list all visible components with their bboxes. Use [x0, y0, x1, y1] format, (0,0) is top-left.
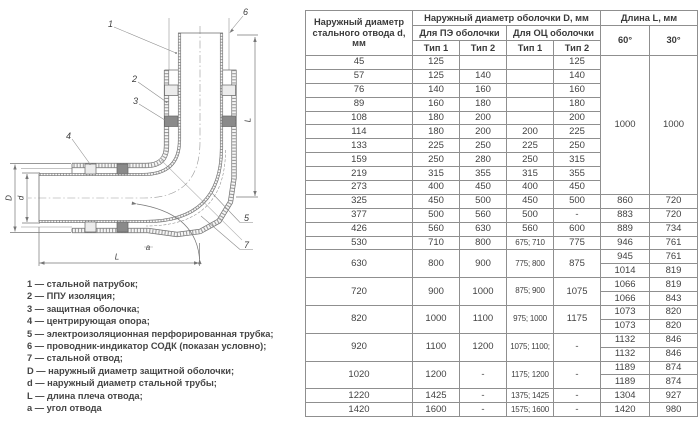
table-cell: 820 — [306, 306, 413, 334]
table-cell: 800 — [413, 250, 460, 278]
table-row — [306, 306, 698, 320]
table-cell: 819 — [650, 264, 698, 278]
header-oc-jacket: Для ОЦ оболочки — [507, 26, 601, 41]
table-row — [306, 403, 698, 417]
header-type2: Тип 2 — [460, 41, 507, 56]
table-cell: 1100 — [460, 306, 507, 334]
table-cell: 860 — [601, 194, 650, 208]
table-cell: 775; 800 — [507, 250, 554, 278]
table-cell: - — [554, 403, 601, 417]
table-cell: - — [554, 389, 601, 403]
legend-item: 6 — проводник-индикатор СОДК (показан условно); — [27, 341, 267, 352]
table-cell: 1189 — [601, 375, 650, 389]
table-cell: 250 — [554, 139, 601, 153]
table-header — [306, 11, 698, 56]
table-body — [306, 56, 698, 417]
table-cell: 160 — [554, 83, 601, 97]
table-cell: 180 — [554, 97, 601, 111]
header-30deg: 30° — [650, 26, 698, 56]
table-cell: 225 — [507, 139, 554, 153]
table-cell: 200 — [460, 125, 507, 139]
table-cell — [507, 69, 554, 83]
table-cell: 1100 — [413, 333, 460, 361]
part-label-1: 1 — [108, 19, 114, 29]
table-cell: 1066 — [601, 278, 650, 292]
table-cell: 945 — [601, 250, 650, 264]
table-cell: 125 — [413, 56, 460, 70]
table-row — [306, 222, 698, 236]
table-cell: 450 — [507, 194, 554, 208]
legend — [27, 278, 303, 414]
table-cell: 450 — [554, 181, 601, 195]
table-row — [306, 194, 698, 208]
table-cell: 200 — [554, 111, 601, 125]
legend-item: 3 — защитная оболочка; — [27, 303, 140, 314]
table-cell: 980 — [650, 403, 698, 417]
legend-item: D — наружный диаметр защитной оболочки; — [27, 365, 235, 376]
table-cell: - — [554, 208, 601, 222]
table-cell: - — [460, 403, 507, 417]
table-cell: 875; 900 — [507, 278, 554, 306]
jacket-wall — [72, 70, 167, 166]
table-cell: 1175 — [554, 306, 601, 334]
jacket-wall — [72, 70, 234, 235]
table-cell: 180 — [413, 111, 460, 125]
table-cell: 180 — [460, 97, 507, 111]
table-cell: 377 — [306, 208, 413, 222]
table-cell: 1425 — [413, 389, 460, 403]
dimensions-table — [305, 10, 698, 417]
table-cell: 450 — [460, 181, 507, 195]
table-cell: 1000 — [413, 306, 460, 334]
table-cell: 450 — [413, 194, 460, 208]
table-cell — [507, 111, 554, 125]
steel-pipe-wall — [39, 33, 180, 175]
table-cell: 600 — [554, 222, 601, 236]
table-cell: 114 — [306, 125, 413, 139]
legend-item: L — длина плеча отвода; — [27, 390, 143, 401]
table-cell — [460, 56, 507, 70]
part-label-6: 6 — [243, 7, 249, 17]
table-cell: 200 — [460, 111, 507, 125]
table-row — [306, 208, 698, 222]
centerline — [28, 26, 200, 198]
table-cell: 630 — [460, 222, 507, 236]
table-cell: 820 — [650, 319, 698, 333]
table-cell: 1132 — [601, 347, 650, 361]
table-cell: 946 — [601, 236, 650, 250]
table-cell: 125 — [554, 56, 601, 70]
table-row — [306, 333, 698, 347]
table-cell: 560 — [507, 222, 554, 236]
legend-item: d — наружный диаметр стальной трубы; — [27, 378, 217, 389]
table-cell: 355 — [460, 167, 507, 181]
table-cell: 250 — [507, 153, 554, 167]
table-cell: 400 — [507, 181, 554, 195]
table-cell: 160 — [413, 97, 460, 111]
table-cell: 1375; 1425 — [507, 389, 554, 403]
legend-item: 7 — стальной отвод; — [27, 353, 123, 364]
header-type2: Тип 2 — [554, 41, 601, 56]
table-cell — [507, 56, 554, 70]
legend-item: 4 — центрирующая опора; — [27, 316, 150, 327]
dimension-vertical-L — [236, 35, 258, 197]
table-cell: 1600 — [413, 403, 460, 417]
table-cell: 846 — [650, 347, 698, 361]
table-cell: 1420 — [306, 403, 413, 417]
table-cell: 889 — [601, 222, 650, 236]
table-cell: 1000 — [650, 56, 698, 195]
table-row — [306, 278, 698, 292]
table-cell: 920 — [306, 333, 413, 361]
table-cell: 1000 — [460, 278, 507, 306]
legend-item: 5 — электроизоляционная перфорированная трубка; — [27, 328, 274, 339]
header-jacket-diameter: Наружный диаметр оболочки D, мм — [413, 11, 601, 26]
part-label-7: 7 — [244, 240, 250, 250]
table-cell: 89 — [306, 97, 413, 111]
table-cell: 761 — [650, 250, 698, 264]
table-cell: 775 — [554, 236, 601, 250]
table-cell: 355 — [554, 167, 601, 181]
table-cell: 900 — [460, 250, 507, 278]
table-cell: 630 — [306, 250, 413, 278]
table-cell: 1575; 1600 — [507, 403, 554, 417]
table-cell: 530 — [306, 236, 413, 250]
table-cell: 874 — [650, 361, 698, 375]
table-cell: 1304 — [601, 389, 650, 403]
table-cell: 1000 — [601, 56, 650, 195]
table-cell: 273 — [306, 181, 413, 195]
table-cell: 140 — [460, 69, 507, 83]
table-cell: 500 — [554, 194, 601, 208]
table-cell: 1075; 1100; — [507, 333, 554, 361]
table-cell: 1189 — [601, 361, 650, 375]
table-cell: 1020 — [306, 361, 413, 389]
header-length: Длина L, мм — [601, 11, 698, 26]
table-cell: 140 — [554, 69, 601, 83]
header-type1: Тип 1 — [413, 41, 460, 56]
table-cell: 975; 1000 — [507, 306, 554, 334]
table-cell: 200 — [507, 125, 554, 139]
table-cell: 1073 — [601, 319, 650, 333]
table-cell: 560 — [413, 222, 460, 236]
table-cell: - — [460, 389, 507, 403]
table-cell: 883 — [601, 208, 650, 222]
header-steel-diameter: Наружный диаметр стального отвода d, мм — [306, 11, 413, 56]
table-cell — [507, 83, 554, 97]
table-cell: 1200 — [460, 333, 507, 361]
table-cell: 560 — [460, 208, 507, 222]
table-cell: 1066 — [601, 292, 650, 306]
part-label-3: 3 — [133, 96, 139, 106]
table-cell — [507, 97, 554, 111]
table-cell: 500 — [507, 208, 554, 222]
table-cell: 250 — [460, 139, 507, 153]
table-cell: 159 — [306, 153, 413, 167]
table-cell: 819 — [650, 278, 698, 292]
table-cell: 1075 — [554, 278, 601, 306]
part-label-5: 5 — [244, 213, 250, 223]
table-cell: - — [554, 361, 601, 389]
table-row — [306, 250, 698, 264]
header-type1: Тип 1 — [507, 41, 554, 56]
table-cell: 820 — [650, 306, 698, 320]
table-cell: 734 — [650, 222, 698, 236]
dim-label-L-vertical: L — [243, 117, 253, 123]
table-cell: 225 — [554, 125, 601, 139]
part-label-2: 2 — [132, 74, 138, 84]
table-cell: 315 — [554, 153, 601, 167]
dim-label-d: d — [16, 195, 26, 201]
pipe-elbow-diagram — [0, 0, 303, 274]
table-cell: 1200 — [413, 361, 460, 389]
legend-item: 2 — ППУ изоляция; — [27, 291, 116, 302]
table-cell: 45 — [306, 56, 413, 70]
table-cell: 426 — [306, 222, 413, 236]
table-cell: 76 — [306, 83, 413, 97]
table-cell: 720 — [650, 208, 698, 222]
dim-label-L-horizontal: L — [114, 252, 120, 262]
dim-label-alpha: a — [145, 243, 151, 252]
table-cell: 675; 710 — [507, 236, 554, 250]
table-cell: 500 — [460, 194, 507, 208]
dim-label-D: D — [4, 195, 14, 201]
table-cell: 710 — [413, 236, 460, 250]
table-cell: 315 — [507, 167, 554, 181]
table-cell: 315 — [413, 167, 460, 181]
table-cell: 1420 — [601, 403, 650, 417]
table-cell: 57 — [306, 69, 413, 83]
legend-item: 1 — стальной патрубок; — [27, 279, 138, 289]
table-cell: - — [460, 361, 507, 389]
part-label-4: 4 — [66, 131, 72, 141]
table-cell: 800 — [460, 236, 507, 250]
table-cell: 180 — [413, 125, 460, 139]
left-pane — [0, 0, 303, 432]
table-cell: - — [554, 333, 601, 361]
header-pe-jacket: Для ПЭ оболочки — [413, 26, 507, 41]
table-cell: 1073 — [601, 306, 650, 320]
table-cell: 219 — [306, 167, 413, 181]
table-cell: 325 — [306, 194, 413, 208]
table-cell: 280 — [460, 153, 507, 167]
right-pane — [303, 0, 698, 432]
table-cell: 400 — [413, 181, 460, 195]
table-cell: 1175; 1200 — [507, 361, 554, 389]
table-row — [306, 236, 698, 250]
table-row — [306, 389, 698, 403]
table-cell: 108 — [306, 111, 413, 125]
table-row — [306, 361, 698, 375]
table-cell: 225 — [413, 139, 460, 153]
table-cell: 927 — [650, 389, 698, 403]
table-row — [306, 56, 698, 70]
table-cell: 874 — [650, 375, 698, 389]
steel-pipe-wall — [39, 33, 222, 222]
table-cell: 160 — [460, 83, 507, 97]
table-cell: 761 — [650, 236, 698, 250]
header-60deg: 60° — [601, 26, 650, 56]
table-cell: 1014 — [601, 264, 650, 278]
table-cell: 140 — [413, 83, 460, 97]
table-cell: 843 — [650, 292, 698, 306]
table-cell: 250 — [413, 153, 460, 167]
table-cell: 1132 — [601, 333, 650, 347]
table-cell: 720 — [650, 194, 698, 208]
table-cell: 500 — [413, 208, 460, 222]
table-cell: 900 — [413, 278, 460, 306]
table-cell: 846 — [650, 333, 698, 347]
table-cell: 875 — [554, 250, 601, 278]
table-cell: 125 — [413, 69, 460, 83]
table-cell: 133 — [306, 139, 413, 153]
legend-item: a — угол отвода — [27, 403, 102, 414]
table-cell: 1220 — [306, 389, 413, 403]
table-cell: 720 — [306, 278, 413, 306]
